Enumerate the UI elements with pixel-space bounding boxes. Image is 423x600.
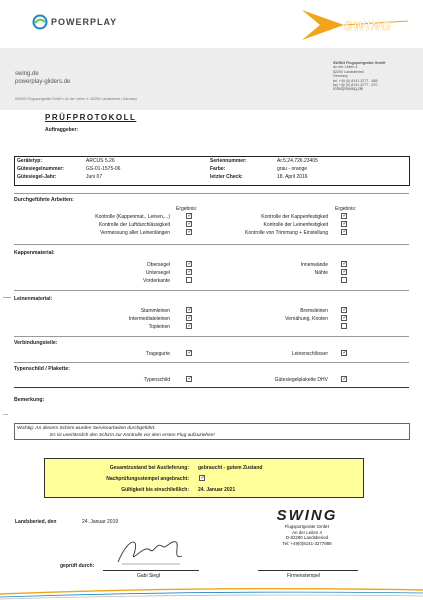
arbeiten-left-checkbox-0[interactable] xyxy=(186,213,192,219)
section-kappen: Kappenmaterial: xyxy=(14,250,55,256)
section-leinen: Leinenmaterial: xyxy=(14,296,53,302)
arbeiten-left-label-0: Kontrolle (Kappenmat., Leinen,...) xyxy=(95,214,170,220)
stamp-line xyxy=(258,570,358,571)
serien-label: Seriennummer: xyxy=(210,158,247,164)
arbeiten-right-label-1: Kontrolle der Leinenfestigkeit xyxy=(263,222,328,228)
address-line: SWING Flugsportgeräte GmbH • An der Leiten 4 • 82290 Landsberied • Germany xyxy=(15,97,137,101)
section-bemerkung: Bemerkung: xyxy=(14,397,45,403)
stempel-checkbox[interactable] xyxy=(199,475,205,481)
arbeiten-right-checkbox-1[interactable] xyxy=(341,221,347,227)
arbeiten-right-checkbox-0[interactable] xyxy=(341,213,347,219)
farbe-value: grau - orange xyxy=(277,166,308,172)
verbindung-right-checkbox[interactable] xyxy=(341,350,347,356)
gueltig-label: Gültigkeit bis einschließlich: xyxy=(121,487,189,493)
stamp-street: An der Leiten 4 xyxy=(292,529,322,535)
geraetetyp-value: ARCUS 5.26 xyxy=(86,158,115,164)
stamp-company: Flugsportgeräte GmbH xyxy=(284,524,330,529)
typenschild-left-checkbox[interactable] xyxy=(186,376,192,382)
company-address-block xyxy=(333,61,385,92)
kappen-left-checkbox-2[interactable] xyxy=(186,277,192,283)
kappen-right-checkbox-1[interactable] xyxy=(341,269,347,275)
kappen-right-label-1: Nähte xyxy=(314,270,328,276)
divider-leinen xyxy=(14,290,409,291)
firmenstempel-label: Firmenstempel xyxy=(287,573,321,579)
margin-mark-left xyxy=(3,297,11,298)
gueltig-value: 24. Januar 2021 xyxy=(198,487,236,493)
divider-verbindung xyxy=(14,336,409,337)
company-email[interactable]: info@swing.de xyxy=(333,86,364,92)
section-typenschild: Typenschild / Plakette: xyxy=(14,366,70,372)
auftraggeber-label: Auftraggeber: xyxy=(45,127,79,133)
divider-kappen xyxy=(14,244,409,245)
kappen-left-checkbox-1[interactable] xyxy=(186,269,192,275)
gesamt-value: gebraucht - gutem Zustand xyxy=(198,465,263,471)
divider-typenschild xyxy=(14,362,409,363)
page-title: PRÜFPROTOKOLL xyxy=(45,113,137,122)
signature-line xyxy=(103,570,199,571)
leinen-right-checkbox-0[interactable] xyxy=(341,307,347,313)
company-name: SWING Flugsportgeräte GmbH xyxy=(333,61,386,65)
leinen-left-label-0: Stammleinen xyxy=(140,308,170,314)
arbeiten-left-checkbox-2[interactable] xyxy=(186,229,192,235)
typenschild-right-label: Gütesiegelplakette DHV xyxy=(274,377,328,383)
swing-logo xyxy=(300,8,410,42)
warning-prefix: Wichtig: xyxy=(17,426,35,431)
check-label: letzter Check: xyxy=(210,174,243,180)
verbindung-left-checkbox[interactable] xyxy=(186,350,192,356)
stempel-label: Nachprüfungsstempel angebracht: xyxy=(106,476,189,482)
gesamt-label: Gesamtzustand bei Auslieferung: xyxy=(109,465,189,471)
powerplay-logo xyxy=(32,14,142,30)
footer-swoosh-icon xyxy=(0,584,423,600)
leinen-left-label-1: Intermediateleinen xyxy=(128,316,170,322)
leinen-right-label-0: Bremsleinen xyxy=(300,308,328,314)
arbeiten-right-label-2: Kontrolle von Trimmung + Einstellung xyxy=(245,230,328,236)
section-verbindung: Verbindungsteile: xyxy=(14,340,58,346)
geraetetyp-label: Gerätetyp: xyxy=(17,158,43,164)
typenschild-right-checkbox[interactable] xyxy=(341,376,347,382)
stamp-tel: Tel: +49(0)8141-3277888 xyxy=(282,540,332,546)
kappen-right-label-0: Innenwände xyxy=(300,262,328,268)
powerplay-swirl-icon xyxy=(32,14,48,30)
guetesiegel-label: Gütesiegelnummer: xyxy=(17,166,64,172)
fold-mark-left xyxy=(3,414,8,415)
stamp-city: D-82290 Landsberied xyxy=(285,535,329,541)
kappen-right-checkbox-0[interactable] xyxy=(341,261,347,267)
kappen-left-label-1: Untersegel xyxy=(145,270,170,276)
leinen-right-checkbox-2[interactable] xyxy=(341,323,347,329)
kappen-left-checkbox-0[interactable] xyxy=(186,261,192,267)
divider-arbeiten xyxy=(14,193,409,194)
pruefer-name: Gabi Siegl xyxy=(137,573,161,579)
arbeiten-left-label-1: Kontrolle der Luftdurchlässigkeit xyxy=(98,222,170,228)
site-link-swing[interactable]: swing.de xyxy=(15,71,39,77)
arbeiten-right-label-0: Kontrolle der Kappenfestigkeit xyxy=(261,214,328,220)
company-fax: fax +49 (0) 8141 3277 - 870 xyxy=(333,83,378,88)
leinen-left-label-2: Topleinen xyxy=(148,324,170,330)
swing-logo-text: SWING xyxy=(344,19,393,33)
company-street: An der Leiten 4 xyxy=(333,65,358,70)
arbeiten-right-checkbox-2[interactable] xyxy=(341,229,347,235)
stamp-logo: SWING xyxy=(276,507,338,524)
jahr-value: Juni 07 xyxy=(86,174,103,180)
verbindung-left-label: Tragegurte xyxy=(145,351,170,357)
geprueft-label: geprüft durch: xyxy=(60,563,95,569)
company-stamp xyxy=(252,507,362,546)
company-tel: tel. +49 (0) 8141 3277 - 888 xyxy=(333,78,378,83)
kappen-left-label-2: Vorderkante xyxy=(143,278,170,284)
powerplay-logo-text: POWERPLAY xyxy=(51,17,118,27)
leinen-right-checkbox-1[interactable] xyxy=(341,315,347,321)
arbeiten-left-label-2: Vermessung aller Leinenlängen xyxy=(99,230,170,236)
typenschild-left-label: Typenschild xyxy=(143,377,170,383)
warning-line2: Es ist unerlässlich den Schirm zur Kontrolle vor dem ersten Flug aufzuziehen! xyxy=(50,433,215,438)
leinen-right-label-1: Vernähung, Knoten xyxy=(285,316,328,322)
warning-text1: An diesem Schirm wurden Servicearbeiten durchgeführt. xyxy=(35,426,156,431)
kappen-left-label-0: Obersegel xyxy=(146,262,170,268)
serien-value: Ar.5.24.726.23405 xyxy=(277,158,318,164)
ergebnis-label-right: Ergebnis: xyxy=(335,206,357,212)
signature-scribble xyxy=(110,534,190,570)
divider-bemerkung xyxy=(14,387,409,388)
site-link-powerplay[interactable]: powerplay-gliders.de xyxy=(15,79,71,85)
check-value: 18. April 2016 xyxy=(277,174,308,180)
guetesiegel-value: GS-01-1575-06 xyxy=(86,166,121,172)
leinen-left-checkbox-0[interactable] xyxy=(186,307,192,313)
farbe-label: Farbe: xyxy=(210,166,226,172)
datum-value: 24. Januar 2019 xyxy=(82,519,119,525)
leinen-left-checkbox-1[interactable] xyxy=(186,315,192,321)
ergebnis-label-left: Ergebnis: xyxy=(176,206,198,212)
jahr-label: Gütesiegel-Jahr: xyxy=(17,174,57,180)
ort-label: Landsberied, den xyxy=(15,519,57,525)
company-country: Germany xyxy=(333,74,348,79)
section-arbeiten: Durchgeführte Arbeiten: xyxy=(14,197,74,203)
company-city: 82290 Landsberied xyxy=(333,69,364,74)
kappen-right-checkbox-2[interactable] xyxy=(341,277,347,283)
warning-line1 xyxy=(17,426,156,432)
arbeiten-left-checkbox-1[interactable] xyxy=(186,221,192,227)
verbindung-right-label: Leinenschlösser xyxy=(291,351,328,357)
leinen-left-checkbox-2[interactable] xyxy=(186,323,192,329)
